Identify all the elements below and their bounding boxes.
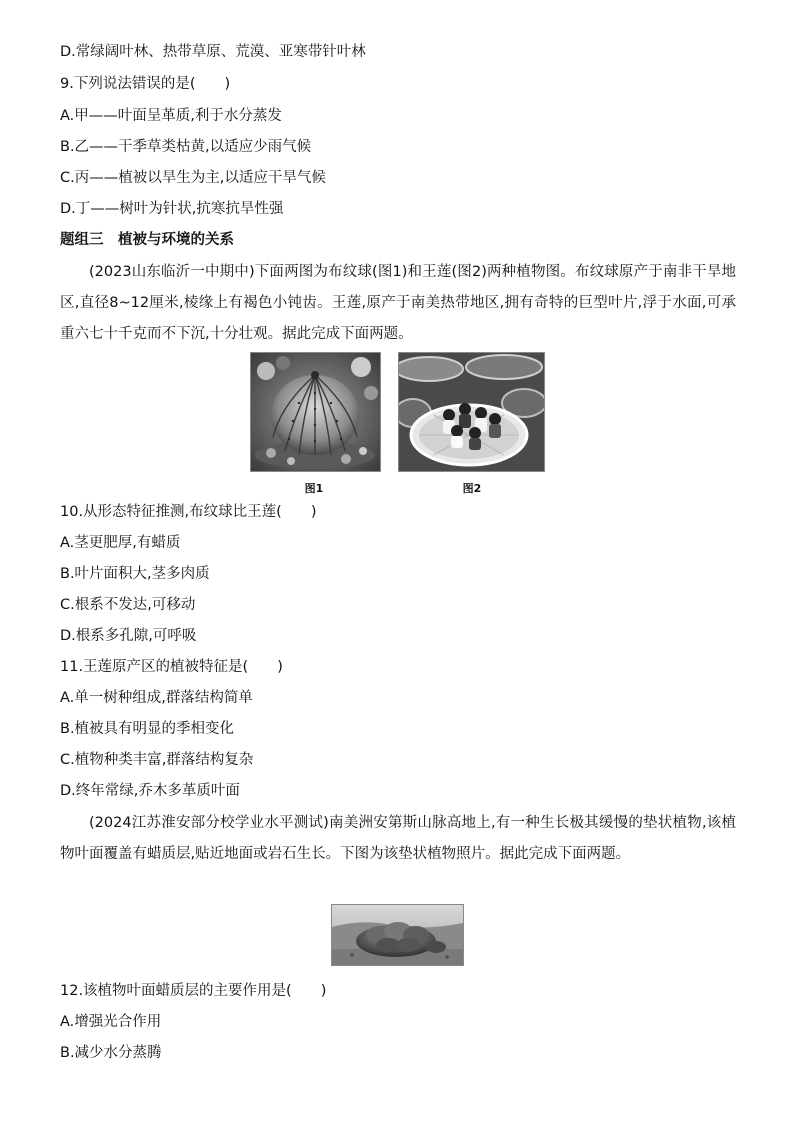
q10-option-d: D.根系多孔隙,可呼吸 (60, 628, 197, 644)
q11-stem: 11.王莲原产区的植被特征是( ) (60, 659, 283, 675)
figure-2-image (398, 352, 545, 472)
q10-option-b: B.叶片面积大,茎多肉质 (60, 566, 210, 582)
q9-option-b: B.乙——干季草类枯黄,以适应少雨气候 (60, 139, 312, 155)
q12-option-b: B.减少水分蒸腾 (60, 1045, 162, 1061)
cushion-plant-image (331, 904, 464, 966)
passage-1: (2023山东临沂一中期中)下面两图为布纹球(图1)和王莲(图2)两种植物图。布纹球原产于南非干旱地区,直径8~12厘米,棱缘上有褐色小钝齿。王莲,原产于南美热带地区,拥有奇特的巨型叶片,浮于水面,可承重六七十千克而不下沉,十分壮观。据此完成下面两题。 (60, 264, 736, 342)
q11-option-d: D.终年常绿,乔木多革质叶面 (60, 783, 240, 799)
q10-option-c: C.根系不发达,可移动 (60, 597, 196, 613)
q11-option-c: C.植物种类丰富,群落结构复杂 (60, 752, 254, 768)
q10-option-a: A.茎更肥厚,有蜡质 (60, 535, 181, 551)
q9-option-c: C.丙——植被以旱生为主,以适应干旱气候 (60, 170, 326, 186)
q12-option-a: A.增强光合作用 (60, 1014, 162, 1030)
cushion-plant-illustration (332, 905, 463, 965)
q10-stem: 10.从形态特征推测,布纹球比王莲( ) (60, 504, 317, 520)
q12-stem: 12.该植物叶面蜡质层的主要作用是( ) (60, 983, 327, 999)
q9-stem: 9.下列说法错误的是( ) (60, 76, 231, 92)
q8-option-d: D.常绿阔叶林、热带草原、荒漠、亚寒带针叶林 (60, 44, 366, 60)
q11-option-b: B.植被具有明显的季相变化 (60, 721, 235, 737)
q9-option-a: A.甲——叶面呈革质,利于水分蒸发 (60, 108, 282, 124)
passage-2: (2024江苏淮安部分校学业水平测试)南美洲安第斯山脉高地上,有一种生长极其缓慢的垫状植物,该植物叶面覆盖有蜡质层,贴近地面或岩石生长。下图为该垫状植物照片。据此完成下面两题。 (60, 815, 736, 862)
water-lily-illustration (399, 353, 544, 471)
q9-option-d: D.丁——树叶为针状,抗寒抗旱性强 (60, 201, 284, 217)
figure-2-caption: 图2 (462, 482, 482, 495)
q11-option-a: A.单一树种组成,群落结构简单 (60, 690, 253, 706)
figure-1-image (250, 352, 381, 472)
figure-1-caption: 图1 (304, 482, 324, 495)
section-heading: 题组三 植被与环境的关系 (60, 232, 234, 248)
cactus-illustration (251, 353, 380, 471)
